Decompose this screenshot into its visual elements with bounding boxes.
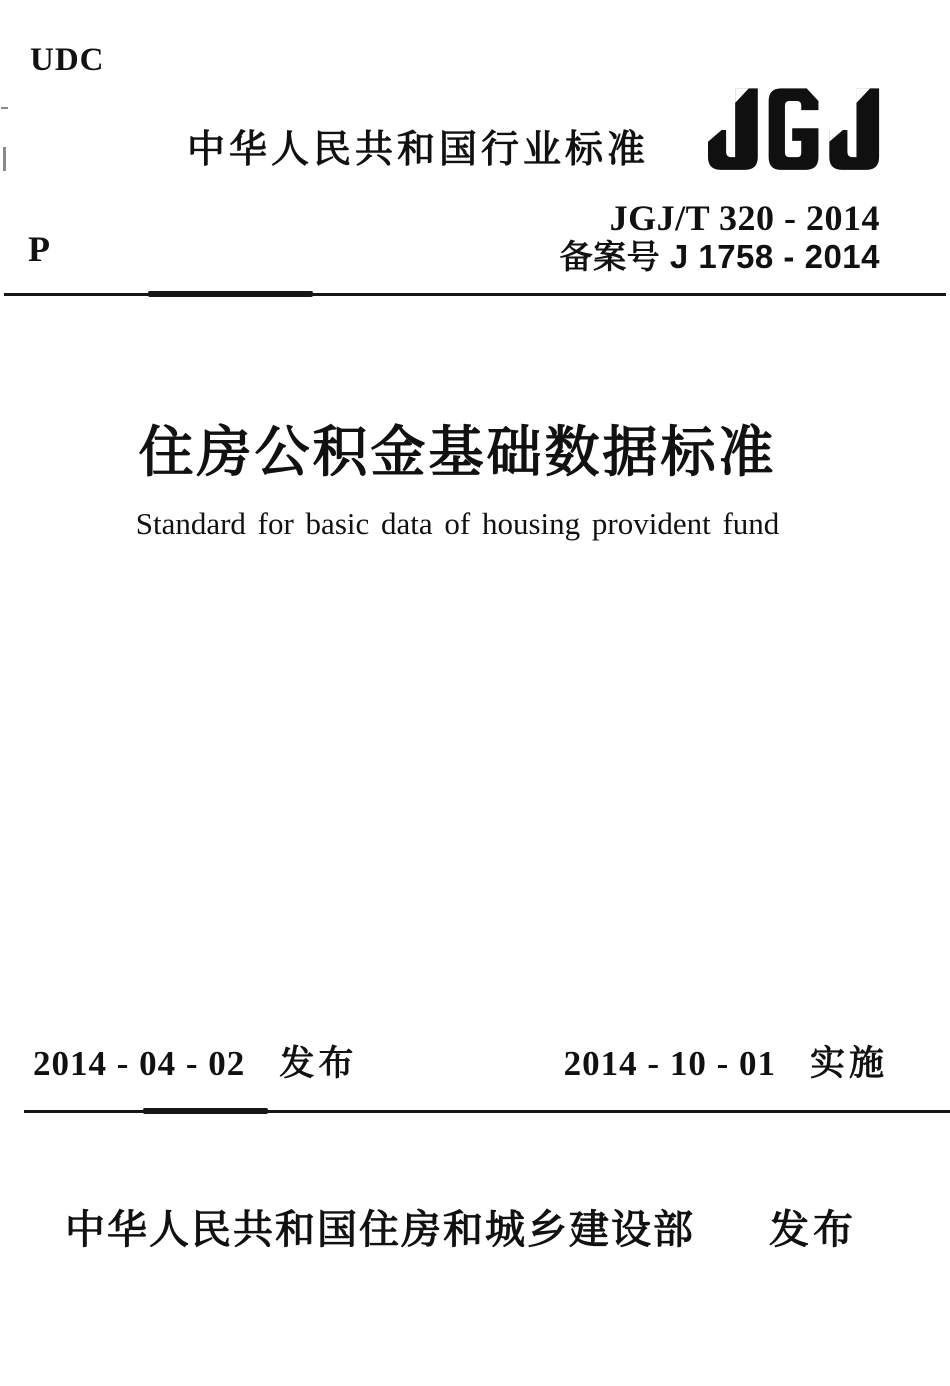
publisher-row xyxy=(65,1210,857,1250)
top-divider-smudge xyxy=(148,291,313,297)
doc-class-label: P xyxy=(28,229,50,269)
jgj-logo xyxy=(708,88,880,172)
bottom-divider-smudge xyxy=(143,1108,268,1114)
main-title-chinese: 住房公积金基础数据标准 xyxy=(138,419,777,484)
issue-date-row xyxy=(33,1046,357,1081)
publisher-name: 中华人民共和国住房和城乡建设部 xyxy=(65,1208,695,1252)
jgj-logo-letter-j2 xyxy=(829,88,879,169)
jgj-logo-letter-g xyxy=(769,88,819,169)
main-title-english: Standard for basic data of housing provident fund xyxy=(135,506,780,541)
implement-date: 2014 - 10 - 01 xyxy=(563,1044,776,1083)
issue-label: 发布 xyxy=(279,1044,358,1083)
scan-artifact-dash xyxy=(1,107,8,109)
implement-date-row xyxy=(564,1046,888,1081)
implement-label: 实施 xyxy=(809,1044,888,1083)
standard-number: JGJ/T 320 - 2014 xyxy=(609,198,880,238)
issue-date: 2014 - 04 - 02 xyxy=(33,1044,246,1083)
publisher-action-label: 发布 xyxy=(769,1208,857,1252)
header-title: 中华人民共和国行业标准 xyxy=(187,129,650,171)
jgj-logo-letter-j1 xyxy=(708,88,758,169)
record-number: 备案号 J 1758 - 2014 xyxy=(559,238,880,275)
top-divider-line xyxy=(4,293,946,296)
scan-artifact-bar xyxy=(3,147,6,171)
udc-label: UDC xyxy=(30,42,105,78)
